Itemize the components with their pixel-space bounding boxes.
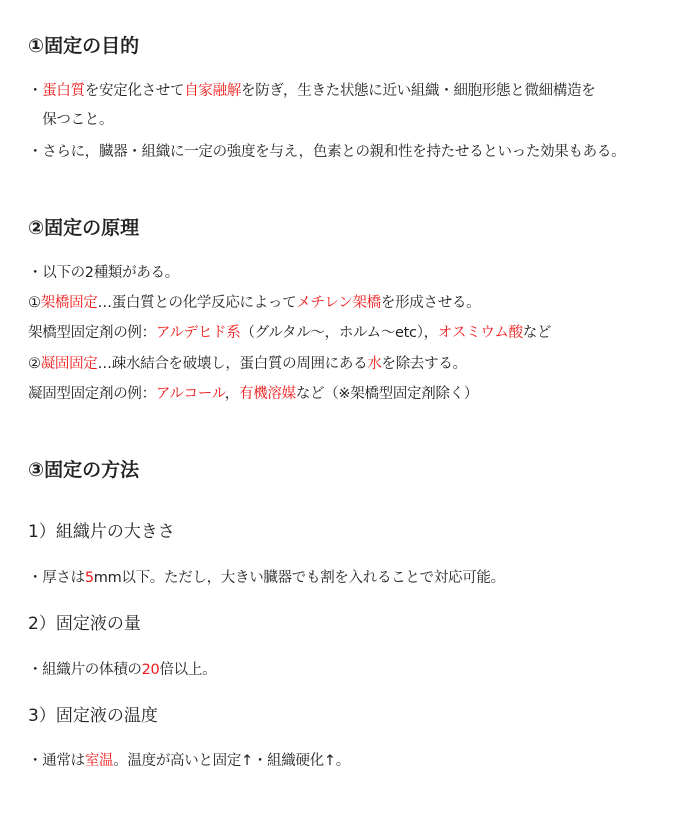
- text-line: [28, 352, 467, 373]
- text-segment: ②: [28, 356, 41, 372]
- text-segment: …蛋白質との化学反応によって: [97, 295, 297, 311]
- highlighted-term: 5: [84, 570, 94, 586]
- highlighted-term: 20: [141, 662, 160, 678]
- subsection-title: 3）固定液の温度: [28, 706, 158, 726]
- text-line: [28, 108, 113, 129]
- text-segment: など（※架橋型固定剤除く）: [295, 386, 479, 402]
- text-segment: ，: [224, 386, 239, 402]
- text-line: [28, 321, 551, 342]
- highlighted-term: 蛋白質: [42, 83, 85, 99]
- subsection-title: 1）組織片の大きさ: [28, 522, 175, 542]
- text-segment: など: [522, 325, 552, 341]
- highlighted-term: 水: [367, 356, 382, 372]
- text-segment: ・厚さは: [28, 570, 85, 586]
- text-segment: 保つこと。: [28, 112, 114, 128]
- subsection-title: 2）固定液の量: [28, 614, 141, 634]
- text-line: [28, 382, 478, 403]
- text-segment: を安定化させて: [84, 83, 185, 99]
- text-segment: ①: [28, 295, 41, 311]
- text-segment: を形成させる。: [380, 295, 481, 311]
- text-segment: を防ぎ，生きた状態に近い組織・細胞形態と微細構造を: [241, 83, 596, 99]
- text-line: [28, 749, 350, 770]
- text-line: [28, 261, 179, 282]
- highlighted-term: オスミウム酸: [437, 325, 523, 341]
- text-segment: 倍以上。: [159, 662, 217, 678]
- text-line: [28, 658, 216, 679]
- text-segment: ・組織片の体積の: [28, 662, 142, 678]
- text-segment: ・さらに，臓器・組織に一定の強度を与え，色素との親和性を持たせるといった効果もある。: [28, 144, 626, 160]
- section-title-purpose: ①固定の目的: [28, 35, 140, 57]
- text-segment: を除去する。: [381, 356, 467, 372]
- highlighted-term: 架橋固定: [40, 295, 98, 311]
- text-segment: 架橋型固定剤の例：: [28, 325, 156, 341]
- text-segment: （グルタル～，ホルム～etc），: [240, 325, 438, 341]
- text-line: [28, 79, 595, 100]
- text-line: [28, 291, 480, 312]
- text-line: [28, 566, 505, 587]
- highlighted-term: アルコール: [155, 386, 225, 402]
- text-segment: …疎水結合を破壊し，蛋白質の周囲にある: [97, 356, 368, 372]
- section-title-method: ③固定の方法: [28, 459, 140, 481]
- text-segment: ・: [28, 83, 43, 99]
- highlighted-term: 凝固固定: [40, 356, 98, 372]
- highlighted-term: メチレン架橋: [296, 295, 381, 311]
- section-title-principle: ②固定の原理: [28, 217, 140, 239]
- text-segment: ・通常は: [28, 753, 85, 769]
- text-segment: mm以下。ただし，大きい臓器でも割を入れることで対応可能。: [93, 570, 505, 586]
- text-segment: 。温度が高いと固定↑・組織硬化↑。: [113, 753, 350, 769]
- text-line: [28, 140, 625, 161]
- highlighted-term: 有機溶媒: [239, 386, 296, 402]
- text-segment: ・以下の2種類がある。: [28, 265, 179, 281]
- highlighted-term: 自家融解: [184, 83, 242, 99]
- highlighted-term: アルデヒド系: [155, 325, 241, 341]
- text-segment: 凝固型固定剤の例：: [28, 386, 156, 402]
- highlighted-term: 室温: [84, 753, 114, 769]
